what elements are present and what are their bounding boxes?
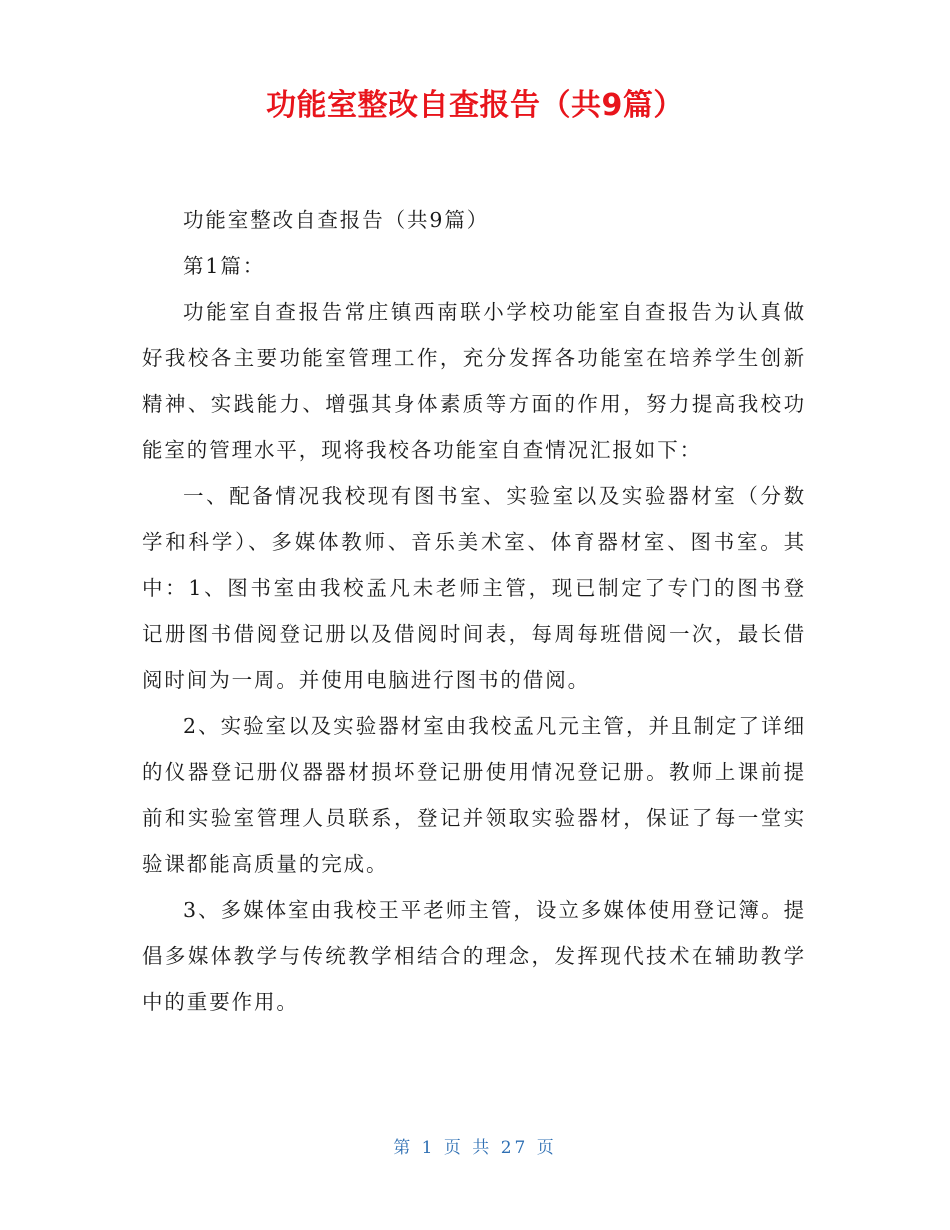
paragraph-subtitle: 功能室整改自查报告（共9篇） bbox=[183, 208, 490, 232]
page-number-footer: 第 1 页 共 27 页 bbox=[393, 1138, 557, 1158]
paragraph-section-label: 第1篇： bbox=[183, 254, 266, 278]
paragraph-lab: 2、实验室以及实验器材室由我校孟凡元主管，并且制定了详细的仪器登记册仪器器材损坏登记册使用情况登记册。教师上课前提前和实验室管理人员联系，登记并领取实验器材，保证了每一堂实验课都能高质量的完成。 bbox=[142, 714, 806, 876]
document-title: 功能室整改自查报告（共9篇） bbox=[266, 88, 684, 123]
paragraph-equipment: 一、配备情况我校现有图书室、实验室以及实验器材室（分数学和科学）、多媒体教师、音乐美术室、体育器材室、图书室。其中：1、图书室由我校孟凡未老师主管，现已制定了专门的图书登记册图书借阅登记册以及借阅时间表，每周每班借阅一次，最长借阅时间为一周。并使用电脑进行图书的借阅。 bbox=[142, 484, 806, 692]
document-body bbox=[142, 197, 806, 1025]
paragraph-multimedia: 3、多媒体室由我校王平老师主管，设立多媒体使用登记簿。提倡多媒体教学与传统教学相结合的理念，发挥现代技术在辅助教学中的重要作用。 bbox=[142, 898, 806, 1014]
paragraph-intro: 功能室自查报告常庄镇西南联小学校功能室自查报告为认真做好我校各主要功能室管理工作，充分发挥各功能室在培养学生创新精神、实践能力、增强其身体素质等方面的作用，努力提高我校功能室的管理水平，现将我校各功能室自查情况汇报如下： bbox=[142, 300, 806, 462]
